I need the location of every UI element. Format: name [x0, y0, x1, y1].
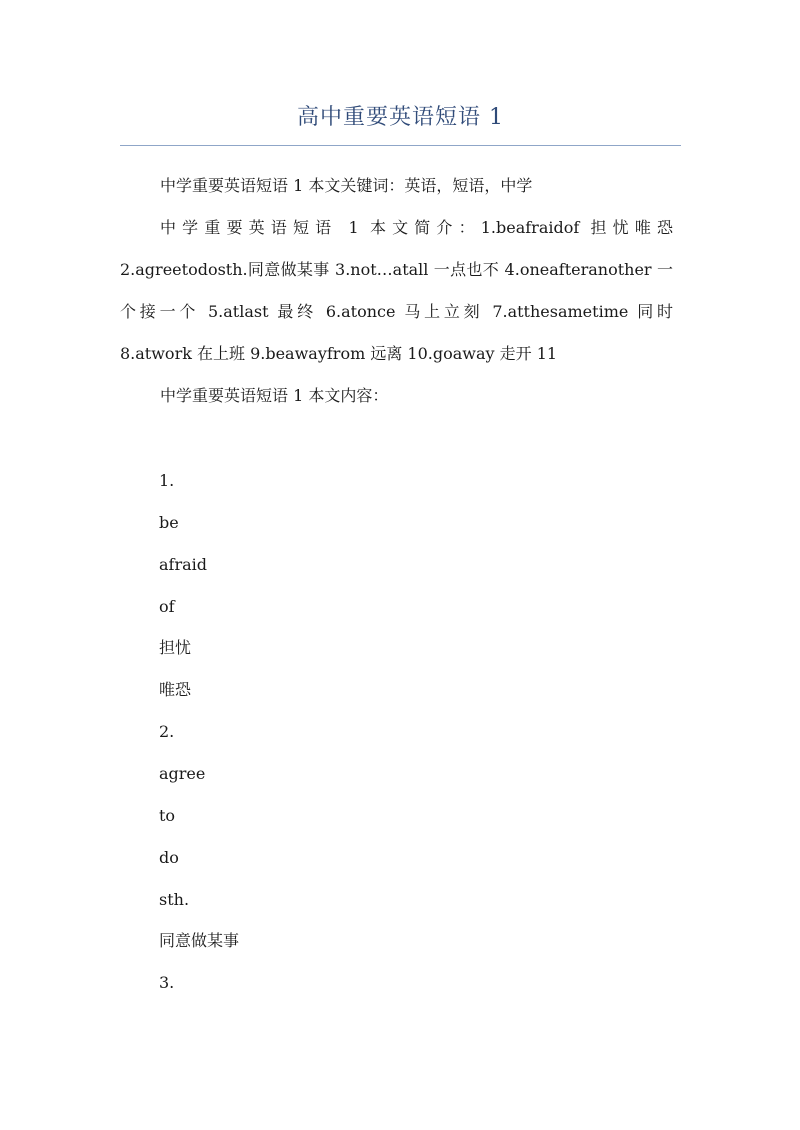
content-line: 唯恐: [159, 680, 192, 699]
summary-paragraph: 中学重要英语短语 1 本文简介：1.beafraidof 担忧唯恐 2.agreetodosth.同意做某事 3.not…atall 一点也不 4.oneafteranother 一个接一个 5.atlast 最终 6.atonce 马上立刻 7.atthesametime 同时 8.atwork 在上班 9.beawayfrom 远离 10.goaway 走开 11: [120, 218, 673, 363]
keywords-paragraph: 中学重要英语短语 1 本文关键词：英语，短语，中学: [160, 176, 533, 195]
content-line: do: [159, 848, 179, 867]
content-line: sth.: [159, 890, 190, 909]
content-line: agree: [159, 764, 206, 783]
title-underline: [120, 145, 681, 146]
content-line: of: [159, 597, 175, 616]
content-line: 2.: [159, 722, 175, 741]
content-line: 1.: [159, 471, 175, 490]
content-line: 3.: [159, 973, 175, 992]
content-line: 同意做某事: [159, 931, 240, 950]
intro-block: [120, 165, 673, 417]
document-title: 高中重要英语短语 1: [297, 105, 504, 130]
content-line: to: [159, 806, 176, 825]
content-line: 担忧: [159, 638, 192, 657]
content-heading: 中学重要英语短语 1 本文内容：: [160, 386, 389, 405]
content-line: afraid: [159, 555, 208, 574]
content-line: be: [159, 513, 179, 532]
